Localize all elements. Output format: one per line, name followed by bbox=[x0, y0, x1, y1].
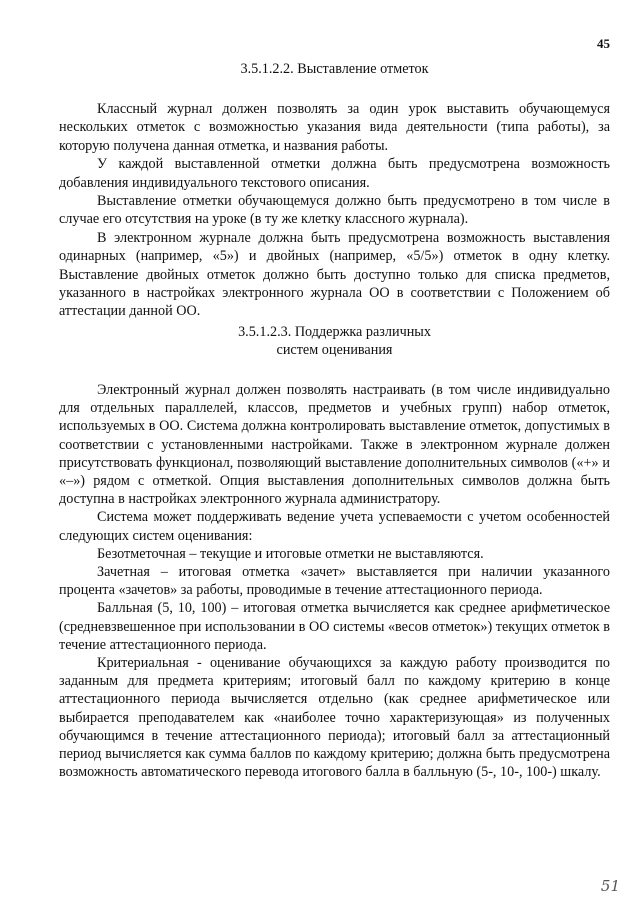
paragraph: Безотметочная – текущие и итоговые отметки не выставляются. bbox=[97, 545, 484, 562]
paragraph: В электронном журнале должна быть предусмотрена возможность выставления одинарных (например, «5») и двойных (например, «5/5») отметок в одну клетку. Выставление двойных отметок должно быть доступно только для списка предметов, указанного в настройках электронного журнала ОО в соответствии с Положением об аттестации данной ОО. bbox=[59, 229, 610, 320]
handwritten-page-mark: 51 bbox=[600, 877, 620, 895]
section-title-line2: систем оценивания bbox=[276, 342, 393, 358]
paragraph: Электронный журнал должен позволять настраивать (в том числе индивидуально для отдельных параллелей, классов, предметов и учебных групп) набор отметок, используемых в ОО. Система должна контролировать выставление отметок, допустимых в соответствии с установленными настройками. Также в электронном журнале должен присутствовать функционал, позволяющий выставление дополнительных символов («+» и «–») рядом с отметкой. Опция выставления дополнительных символов должна быть доступна в настройках электронного журнала администратору. bbox=[59, 382, 610, 508]
paragraph: Выставление отметки обучающемуся должно быть предусмотрено в том числе в случае его отсутствия на уроке (в ту же клетку классного журнала). bbox=[59, 193, 610, 228]
paragraph: Система может поддерживать ведение учета успеваемости с учетом особенностей следующих систем оценивания: bbox=[59, 509, 610, 544]
paragraph: Критериальная - оценивание обучающихся за каждую работу производится по заданным для предмета критериям; итоговый балл по каждому критерию в конце аттестационного периода вычисляется отдельно (как среднее арифметическое или выбирается преподавателем как «наиболее точно характеризующая» из полученных обучающимся в течение аттестационного периода); итоговый балл за аттестационный период вычисляется как сумма баллов по каждому критерию; должна быть предусмотрена возможность автоматического перевода итогового балла в балльную (5-, 10-, 100-) шкалу. bbox=[59, 655, 610, 781]
paragraph: Балльная (5, 10, 100) – итоговая отметка вычисляется как среднее арифметическое (средневзвешенное при использовании в ОО системы «весов отметок») текущих отметок в течение аттестационного периода. bbox=[59, 600, 610, 653]
section-title: 3.5.1.2.2. Выставление отметок bbox=[240, 61, 429, 77]
section-title-line1: 3.5.1.2.3. Поддержка различных bbox=[238, 324, 431, 340]
paragraph: Зачетная – итоговая отметка «зачет» выставляется при наличии указанного процента «зачетов» за работы, проводимые в течение аттестационного периода. bbox=[59, 564, 610, 599]
paragraph: У каждой выставленной отметки должна быть предусмотрена возможность добавления индивидуального текстового описания. bbox=[59, 156, 610, 191]
page-number: 45 bbox=[597, 36, 610, 51]
paragraph: Классный журнал должен позволять за один урок выставить обучающемуся нескольких отметок с возможностью указания вида деятельности (типа работы), за которую получена данная отметка, и названия работы. bbox=[59, 101, 610, 154]
section-marks bbox=[59, 60, 610, 321]
section-grading-systems bbox=[59, 323, 610, 781]
